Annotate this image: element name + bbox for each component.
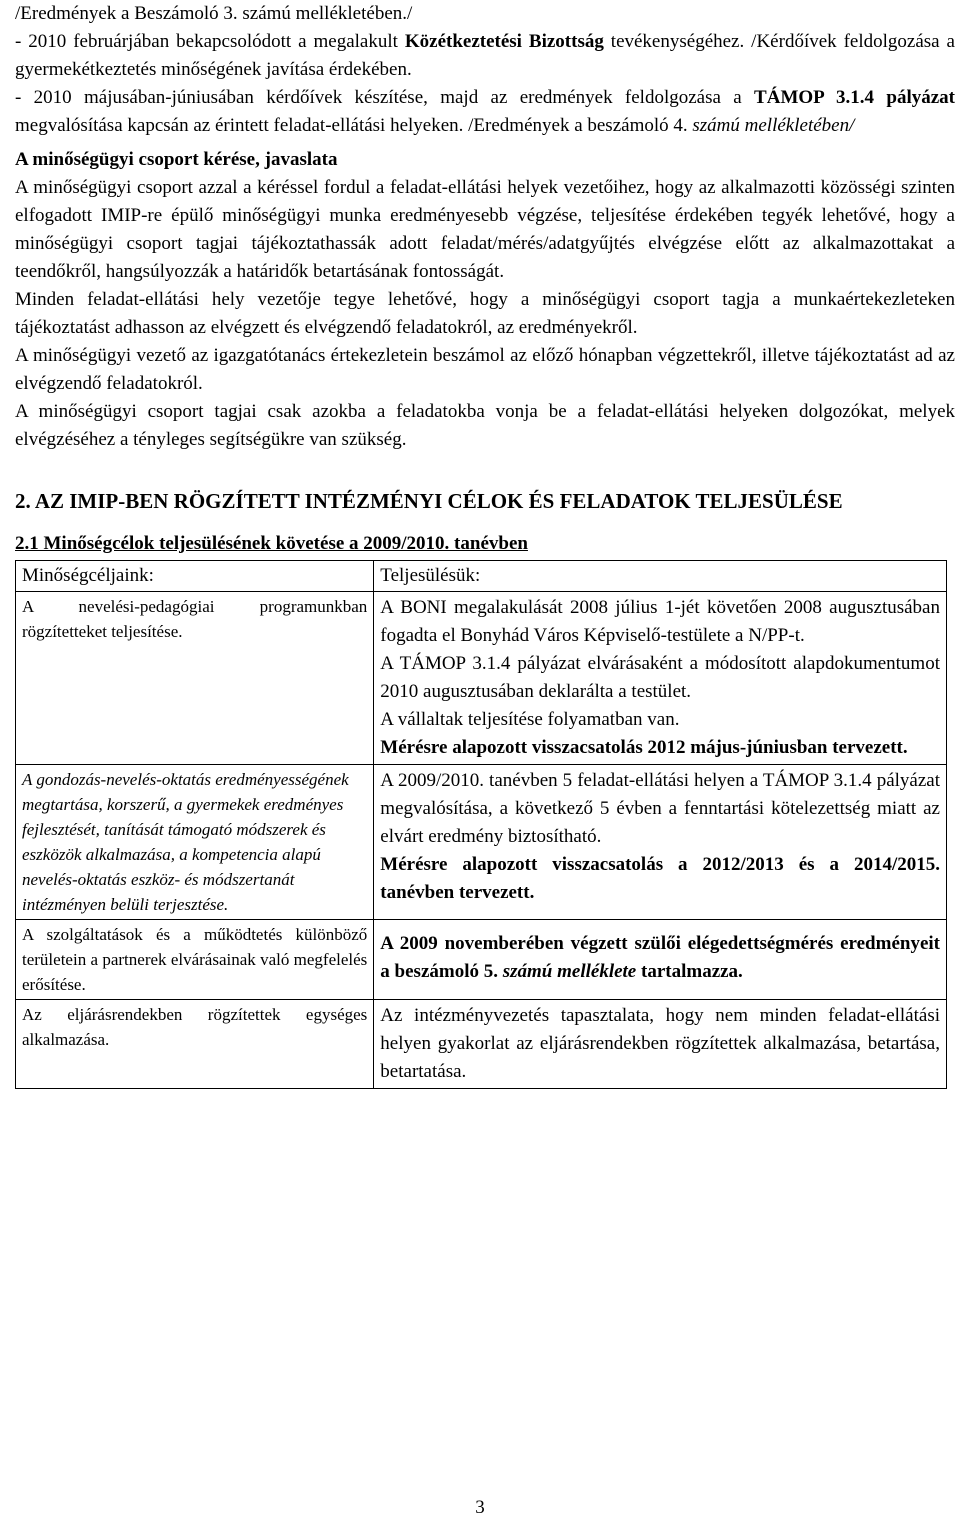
table-row bbox=[16, 920, 947, 1000]
fulfilment-cell bbox=[374, 1000, 947, 1089]
intro-item-2-italic: számú mellékletében/ bbox=[692, 115, 855, 136]
intro-item-2-pre: - 2010 májusában-júniusában kérdőívek készítése, majd az eredmények feldolgozása a bbox=[15, 87, 755, 108]
fulfilment-cell bbox=[374, 920, 947, 1000]
goal-text: A gondozás-nevelés-oktatás eredményességének megtartása, korszerű, a gyermekek eredményes fejlesztését, tanítását támogató módszerek és eszközök alkalmazása, a kompetencia alapú nevelés-oktatás eszköz- és módszertanát intézményen belüli terjesztése. bbox=[22, 770, 349, 914]
request-paragraph-4: A minőségügyi csoport tagjai csak azokba a feladatokba vonja be a feladat-ellátási helyeken dolgozókat, melyek elvégzéséhez a tényleges segítségükre van szükség. bbox=[15, 401, 955, 450]
intro-results-ref: /Eredmények a Beszámoló 3. számú mellékletében./ bbox=[15, 3, 413, 24]
request-paragraph-2: Minden feladat-ellátási hely vezetője tegye lehetővé, hogy a minőségügyi csoport tagja a munkaértekezleteken tájékoztatást adhasson az elvégzett és elvégzendő feladatokról, az eredményekről. bbox=[15, 289, 955, 338]
goal-cell bbox=[16, 592, 374, 765]
table-header-row bbox=[16, 561, 947, 592]
goal-text: Az eljárásrendekben rögzítettek egységes alkalmazása. bbox=[22, 1005, 368, 1049]
goal-cell bbox=[16, 920, 374, 1000]
table-row bbox=[16, 765, 947, 920]
quality-goals-table bbox=[15, 560, 947, 1089]
fulfilment-italic: számú melléklete bbox=[502, 961, 637, 982]
fulfilment-bold: A 2009 novemberében végzett szülői elégedettségmérés eredményeit a beszámoló 5. bbox=[380, 933, 940, 982]
request-paragraph-3: A minőségügyi vezető az igazgatótanács értekezletein beszámol az előző hónapban végzettekről, illetve tájékoztatást ad az elvégzendő feladatokról. bbox=[15, 345, 955, 394]
fulfilment-cell bbox=[374, 592, 947, 765]
section-2-title: 2. AZ IMIP-BEN RÖGZÍTETT INTÉZMÉNYI CÉLOK ÉS FELADATOK TELJESÜLÉSE bbox=[15, 489, 843, 513]
intro-item-2-post: megvalósítása kapcsán az érintett feladat-ellátási helyeken. /Eredmények a beszámoló 4. bbox=[15, 115, 693, 136]
intro-item-1 bbox=[15, 28, 955, 84]
fulfilment-text: A TÁMOP 3.1.4 pályázat elvárásaként a módosított alapdokumentumot 2010 augusztusában deklarálta a testület. bbox=[380, 653, 940, 702]
goal-text: A nevelési-pedagógiai programunkban rögzítetteket teljesítése. bbox=[22, 597, 368, 641]
request-heading: A minőségügyi csoport kérése, javaslata bbox=[15, 149, 338, 170]
table-row bbox=[16, 592, 947, 765]
intro-item-1-post: tevékenységéhez. /Kérdőívek feldolgozása a gyermekétkeztetés minőségének javítása érdekében. bbox=[15, 31, 955, 80]
fulfilment-text: A vállaltak teljesítése folyamatban van. bbox=[380, 709, 680, 730]
fulfilment-tail: tartalmazza. bbox=[641, 961, 743, 982]
page-number: 3 bbox=[475, 1497, 485, 1518]
fulfilment-text-bold: Mérésre alapozott visszacsatolás a 2012/2013 és a 2014/2015. tanévben tervezett. bbox=[380, 854, 940, 903]
intro-item-1-bold: Közétkeztetési Bizottság bbox=[404, 31, 604, 52]
intro-item-2 bbox=[15, 84, 955, 140]
table-header-fulfilment: Teljesülésük: bbox=[374, 561, 947, 592]
fulfilment-text: A 2009/2010. tanévben 5 feladat-ellátási helyen a TÁMOP 3.1.4 pályázat megvalósítása, a következő 5 évben a fenntartási kötelezettség miatt az elvárt eredmény biztosítható. bbox=[380, 770, 940, 847]
fulfilment-text-bold: Mérésre alapozott visszacsatolás 2012 május-júniusban tervezett. bbox=[380, 737, 908, 758]
fulfilment-text bbox=[380, 930, 940, 986]
fulfilment-text: A BONI megalakulását 2008 július 1-jét követően 2008 augusztusában fogadta el Bonyhád Város Képviselő-testülete a N/PP-t. bbox=[380, 597, 940, 646]
section-2-1-subtitle: 2.1 Minőségcélok teljesülésének követése a 2009/2010. tanévben bbox=[15, 533, 528, 554]
goal-cell bbox=[16, 1000, 374, 1089]
fulfilment-text: Az intézményvezetés tapasztalata, hogy nem minden feladat-ellátási helyen gyakorlat az eljárásrendekben rögzítettek alkalmazása, betartása, betartatása. bbox=[380, 1005, 940, 1082]
table-row bbox=[16, 1000, 947, 1089]
intro-item-1-pre: - 2010 februárjában bekapcsolódott a megalakult bbox=[15, 31, 405, 52]
request-paragraph-1: A minőségügyi csoport azzal a kéréssel fordul a feladat-ellátási helyek vezetőihez, hogy az alkalmazotti közösségi szinten elfogadott IMIP-re épülő minőségügyi munka eredményesebb végzése, teljesítése érdekében tegyék lehetővé, hogy a minőségügyi csoport tagjai tájékoztathassák adott feladat/mérés/adatgyűjtés elvégzése előtt az alkalmazottakat a teendőkről, hangsúlyozzák a határidők betartásának fontosságát. bbox=[15, 177, 955, 282]
goal-cell bbox=[16, 765, 374, 920]
fulfilment-cell bbox=[374, 765, 947, 920]
table-header-goals: Minőségcéljaink: bbox=[16, 561, 374, 592]
goal-text: A szolgáltatások és a működtetés különböző területein a partnerek elvárásainak való megfelelés erősítése. bbox=[22, 925, 368, 994]
intro-item-2-bold: TÁMOP 3.1.4 pályázat bbox=[754, 87, 955, 108]
document-page bbox=[15, 0, 955, 1089]
